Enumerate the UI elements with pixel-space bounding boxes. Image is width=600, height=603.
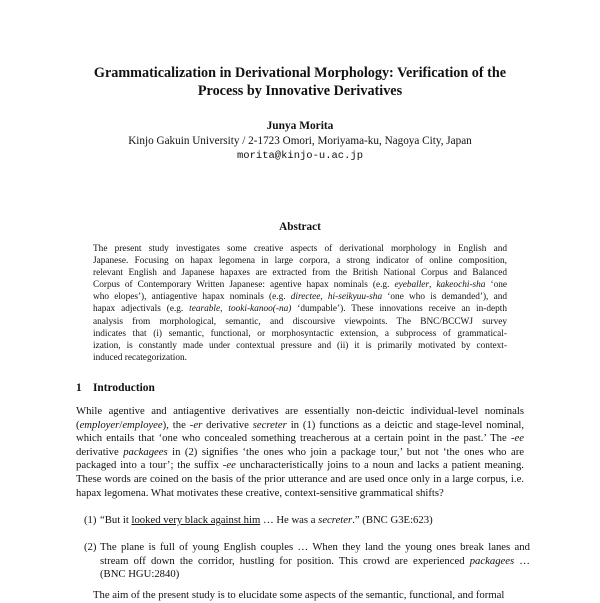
abstract-line: relevant English and Japanese hapaxes are extracted from the British National Corpus and Balanced [93, 268, 507, 279]
section-title: Introduction [93, 382, 155, 394]
abstract-line: who elopes’), antiagentive hapax nominals (e.g. directee, hi-seikyuu-sha ‘one who is demanded’), and [93, 292, 507, 303]
abstract-line: The present study investigates some creative aspects of derivational morphology in English and [93, 244, 507, 254]
section-heading [76, 382, 155, 394]
example-label: (2) [84, 541, 97, 553]
intro-line: hapax legomena. What motivates these creative, context-sensitive grammatical shifts? [76, 486, 444, 499]
title-line: Grammaticalization in Derivational Morphology: Verification of the [93, 65, 507, 81]
abstract-body [93, 243, 507, 364]
author-email[interactable]: morita@kinjo-u.ac.jp [236, 150, 364, 162]
intro-line: While agentive and antiagentive derivatives are essentially non-deictic individual-level nominals [76, 405, 524, 417]
abstract-line: ization, is constantly made under contextual pressure and (ii) it is primarily motivated by context- [93, 340, 507, 351]
intro-line: derivative packagees in (2) signifies ‘the ones who join a package tour,’ but not ‘the ones who are [76, 445, 524, 458]
body-continuation-line: The aim of the present study is to elucidate some aspects of the semantic, functional, and formal [93, 589, 505, 601]
author-affiliation: Kinjo Gakuin University / 2-1723 Omori, Moriyama-ku, Nagoya City, Japan [128, 135, 472, 147]
section-number: 1 [76, 382, 82, 394]
abstract-line: analysis from morphological, semantic, and discoursive viewpoints. The BNC/BCCWJ survey [93, 316, 507, 327]
abstract-line: Japanese. Focusing on hapax legomena in large corpora, a strong indicator of online composition, [93, 256, 507, 267]
intro-line: These words are coined on the basis of the prior utterance and are used once only in a large corpus, i.e. [76, 472, 524, 485]
example-2: (2) The plane is full of young English couples … When they land the young ones break lanes and stream off down the corridor, hustling for position. This crowd are experienced packagees … (BNC HGU:2840) [84, 541, 530, 581]
abstract-heading: Abstract [279, 221, 321, 233]
abstract-line: induced recategorization. [93, 352, 187, 363]
example-label: (1) [84, 514, 97, 526]
intro-line: (employer/employee), the -er derivative secreter in (1) functions as a deictic and stage-level nominal, [76, 418, 524, 431]
intro-line: packaged into a tour’; the suffix -ee uncharacteristically joins to a noun and lacks a patient meaning. [76, 459, 524, 472]
author-name: Junya Morita [266, 120, 334, 132]
example-1: (1) “But it looked very black against him … He was a secreter.” (BNC G3E:623) [84, 514, 433, 526]
title-line: Process by Innovative Derivatives [197, 83, 403, 99]
abstract-line: indicates that (i) semantic, functional, or morphosyntactic extension, a subprocess of grammatical- [93, 328, 507, 339]
intro-paragraph [76, 405, 524, 500]
paper-title [60, 64, 540, 100]
intro-line: which entails that ‘one who concealed something treacherous at a certain point in the past.’ The -ee [76, 432, 524, 445]
abstract-line: Corpus of Contemporary Written Japanese: agentive hapax nominals (e.g. eyeballer, kakeochi-sha ‘one [93, 280, 508, 291]
abstract-line: hapax adjectivals (e.g. tearable, tooki-kanoo(-na) ‘dumpable’). These innovations receive an in-depth [93, 304, 507, 315]
